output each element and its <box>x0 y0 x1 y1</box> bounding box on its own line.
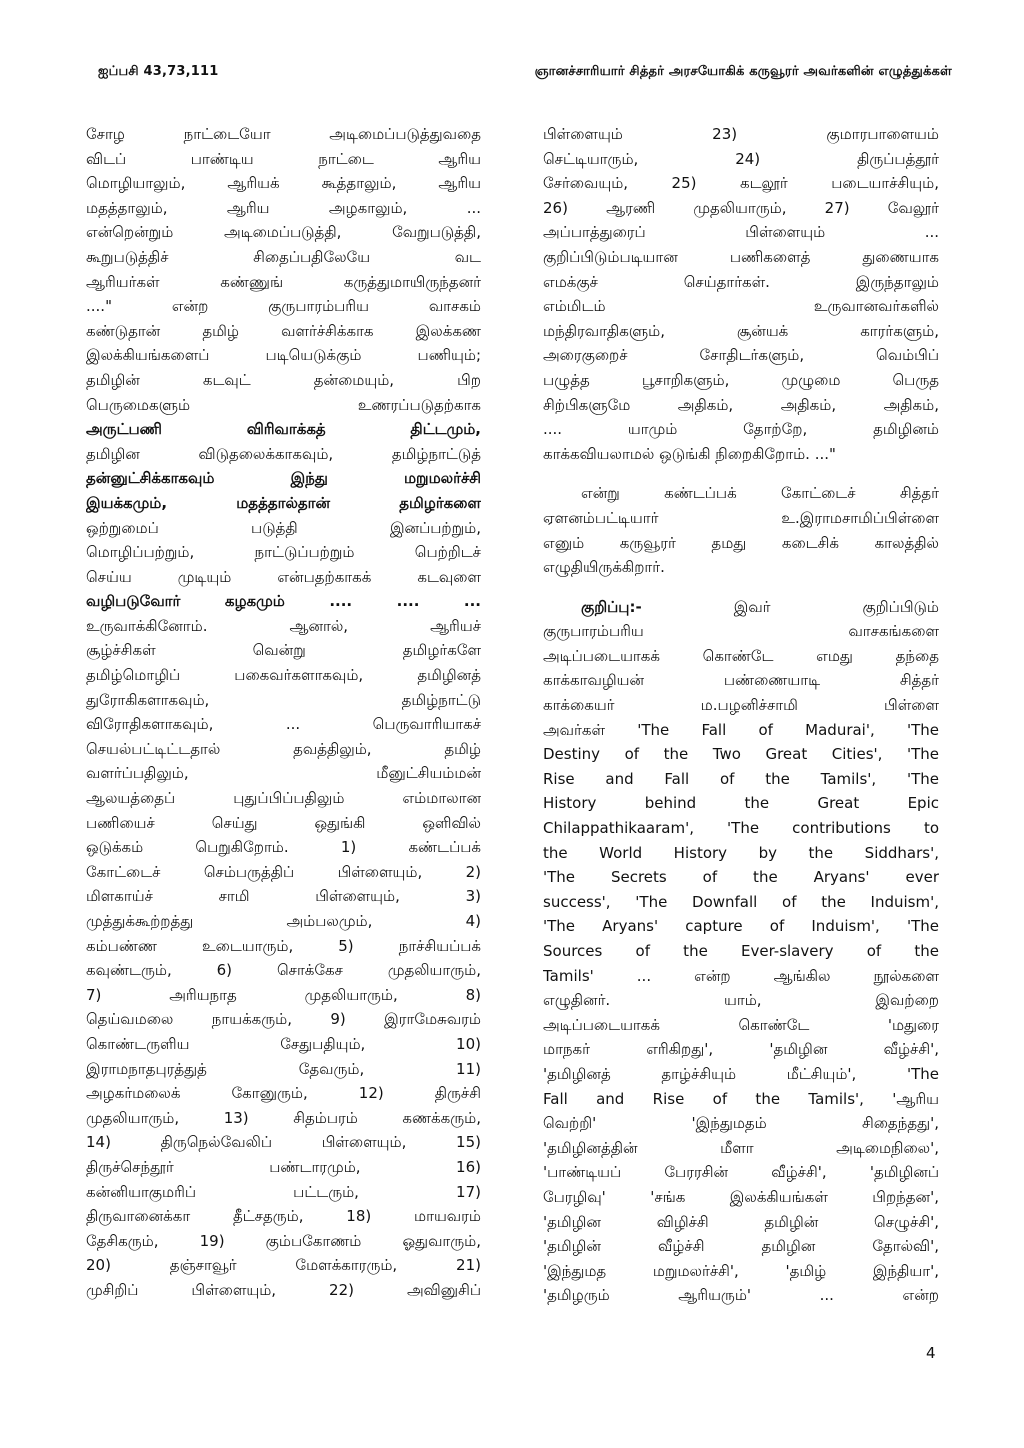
text-line: இலக்கியங்களைப் படியெடுக்கும் பணியும்; <box>86 346 481 365</box>
text-line: தமிழின விடுதலைக்காகவும், தமிழ்நாட்டுத் <box>86 444 481 463</box>
text-line: Destiny of the Two Great Cities', 'The <box>543 745 939 764</box>
page-header <box>98 64 952 80</box>
right-column <box>543 122 939 1323</box>
text-line: என்றென்றும் அடிமைப்படுத்தி, வேறுபடுத்தி, <box>86 223 481 242</box>
text-line: பணியைச் செய்து ஒதுங்கி ஒளிவில் <box>86 813 481 832</box>
text-line: ஆலயத்தைப் புதுப்பிப்பதிலும் எம்மாலான <box>86 789 481 808</box>
text-line: the World History by the Siddhars', <box>543 843 939 862</box>
right-paragraph-note <box>543 595 939 1308</box>
text-line: எழுதியிருக்கிறார். <box>543 558 665 577</box>
text-line: கம்பண்ண உடையாரும், 5) நாச்சியப்பக் <box>86 936 481 955</box>
text-line: திருச்செந்தூர் பண்டாரமும், 16) <box>86 1157 481 1176</box>
text-line: 20) தஞ்சாவூர் மேளக்காரரும், 21) <box>86 1256 481 1275</box>
text-line: வளர்ப்பதிலும், மீனுட்சியம்மன் <box>86 764 481 783</box>
note-label: குறிப்பு:- <box>581 597 642 616</box>
text-line: எம்மிடம் உருவானவர்களில் <box>543 297 939 316</box>
text-line: சோழ நாட்டையோ அடிமைப்படுத்துவதை <box>86 125 481 143</box>
text-line: அப்பாத்துரைப் பிள்ளையும் ... <box>543 223 939 242</box>
text-line: 14) திருநெல்வேலிப் பிள்ளையும், 15) <box>86 1133 481 1152</box>
text-line: 'தமிழரும் ஆரியரும்' ... என்ற <box>543 1286 939 1305</box>
text-line: 'இந்துமத மறுமலர்ச்சி', 'தமிழ் இந்தியா', <box>543 1261 939 1280</box>
text-line: அரைகுறைச் சோதிடர்களும், வெம்பிப் <box>543 346 939 365</box>
text-line: மொழிப்பற்றும், நாட்டுப்பற்றும் பெற்றிடச் <box>86 543 481 562</box>
header-date: ஐப்பசி 43,73,111 <box>98 64 219 79</box>
text-line: பேரழிவு' 'சங்க இலக்கியங்கள் பிறந்தன', <box>543 1187 939 1206</box>
text-line: சேர்வையும், 25) கடலூர் படையாச்சியும், <box>543 174 939 193</box>
text-line: 'தமிழினத்தின் மீளா அடிமைநிலை', <box>543 1138 939 1157</box>
text-line: தேசிகரும், 19) கும்பகோணம் ஓதுவாரும், <box>86 1231 481 1250</box>
text-line: 'தமிழின விழிச்சி தமிழின் செழுச்சி', <box>543 1212 939 1231</box>
text-line: அருட்பணி விரிவாக்கத் திட்டமும், <box>86 420 481 439</box>
text-line: முசிறிப் பிள்ளையும், 22) அவினுசிப் <box>86 1280 481 1299</box>
text-line: .... யாமும் தோற்றே, தமிழினம் <box>543 420 939 439</box>
left-column <box>86 122 481 1303</box>
text-line: Sources of the Ever-slavery of the <box>543 942 939 960</box>
text-line: History behind the Great Epic <box>543 794 939 813</box>
text-line: 'The Aryans' capture of Induism', 'The <box>543 917 939 936</box>
text-line: திருவானைக்கா தீட்சதரும், 18) மாயவரம் <box>86 1207 481 1226</box>
text-line: கூறுபடுத்திச் சிதைப்பதிலேயே வட <box>86 247 481 266</box>
text-line: ஆரியர்கள் கண்ணுங் கருத்துமாயிருந்தனர் <box>86 272 481 291</box>
text-line: கொண்டருளிய சேதுபதியும், 10) <box>86 1034 481 1053</box>
text-line: எமக்குச் செய்தார்கள். இருந்தாலும் <box>543 272 939 291</box>
text-line: விடப் பாண்டிய நாட்டை ஆரிய <box>86 149 481 168</box>
text-line: success', 'The Downfall of the Induism', <box>543 892 939 911</box>
text-line: Rise and Fall of the Tamils', 'The <box>543 769 939 788</box>
text-line: தன்னுட்சிக்காகவும் இந்து மறுமலர்ச்சி <box>86 469 481 488</box>
text-line: கோட்டைச் செம்பருத்திப் பிள்ளையும், 2) <box>86 862 481 881</box>
text-line: தமிழின் கடவுட் தன்மையும், பிற <box>86 370 481 389</box>
text-line: மதத்தாலும், ஆரிய அழகாலும், ... <box>86 198 481 217</box>
text-line: காக்காவழியன் பண்ணையாடி சித்தர் <box>543 671 939 690</box>
text-line: காக்கவியலாமல் ஒடுங்கி நிறைகிறோம். ..." <box>543 444 836 463</box>
text-line: Tamils' ... என்ற ஆங்கில நூல்களை <box>543 966 939 985</box>
text-line: Fall and Rise of the Tamils', 'ஆரிய <box>543 1089 939 1108</box>
text-line: மிளகாய்ச் சாமி பிள்ளையும், 3) <box>86 887 481 906</box>
text-line: அடிப்படையாகக் கொண்டே எமது தந்தை <box>543 646 939 665</box>
text-line: வெற்றி' 'இந்துமதம் சிதைந்தது', <box>543 1114 939 1133</box>
text-line: 'தமிழினத் தாழ்ச்சியும் மீட்சியும்', 'The <box>543 1064 939 1083</box>
text-line: 'பாண்டியப் பேரரசின் வீழ்ச்சி', 'தமிழினப் <box>543 1163 939 1182</box>
text-line: துரோகிகளாகவும், தமிழ்நாட்டு <box>86 690 481 709</box>
text-line: அவர்கள் 'The Fall of Madurai', 'The <box>543 720 939 739</box>
text-line: குறிப்பிடும்படியான பணிகளைத் துணையாக <box>543 247 939 266</box>
text-line: மந்திரவாதிகளும், சூன்யக் காரர்களும், <box>543 321 939 340</box>
header-title: ஞானச்சாரியார் சித்தர் அரசயோகிக் கருவூரர் அவர்களின் எழுத்துக்கள் <box>534 64 952 79</box>
text-line: ஒற்றுமைப் படுத்தி இனப்பற்றும், <box>86 518 481 537</box>
text-line: கண்டுதான் தமிழ் வளர்ச்சிக்காக இலக்கண <box>86 321 481 340</box>
text-line: விரோதிகளாகவும், ... பெருவாரியாகச் <box>86 715 481 734</box>
text-line: இயக்கமும், மதத்தால்தான் தமிழர்களை <box>86 493 481 512</box>
text-line: ஒடுக்கம் பெறுகிறோம். 1) கண்டப்பக் <box>86 838 481 857</box>
text-line: எழுதினர். யாம், இவற்றை <box>543 991 939 1010</box>
text-line: அடிப்படையாகக் கொண்டே 'மதுரை <box>543 1015 939 1034</box>
text-line: 'தமிழின் வீழ்ச்சி தமிழின தோல்வி', <box>543 1237 939 1256</box>
text-line: 7) அரியநாத முதலியாரும், 8) <box>86 985 481 1004</box>
text-line: முத்துக்கூற்றத்து அம்பலமும், 4) <box>86 912 481 930</box>
text-line: எனும் கருவூரர் தமது கடைசிக் காலத்தில் <box>543 533 939 552</box>
text-line: செட்டியாரும், 24) திருப்பத்தூர் <box>543 149 939 168</box>
text-line: 'The Secrets of the Aryans' ever <box>543 868 939 887</box>
text-line: தமிழ்மொழிப் பகைவர்களாகவும், தமிழினத் <box>86 666 481 685</box>
text-line: குறிப்பு:- இவர் குறிப்பிடும் <box>581 597 939 616</box>
right-paragraph-1 <box>543 122 939 466</box>
text-line: பழுத்த பூசாறிகளும், முழுமை பெருத <box>543 370 939 389</box>
text-line: செயல்பட்டிட்டதால் தவத்திலும், தமிழ் <box>86 739 481 758</box>
text-line: குருபாரம்பரிய வாசகங்களை <box>543 622 939 641</box>
text-line: மொழியாலும், ஆரியக் கூத்தாலும், ஆரிய <box>86 174 481 193</box>
text-line: சூழ்ச்சிகள் வென்று தமிழர்களே <box>86 641 481 660</box>
page-number: 4 <box>926 1344 936 1362</box>
text-line: என்று கண்டப்பக் கோட்டைச் சித்தர் <box>581 484 939 503</box>
text-line: 26) ஆரணி முதலியாரும், 27) வேலூர் <box>543 198 939 217</box>
text-line: செய்ய முடியும் என்பதற்காகக் கடவுளை <box>86 567 481 586</box>
text-line: பெருமைகளும் உணரப்படுதற்காக <box>86 395 481 414</box>
text-line: ஏளனம்பட்டியார் உ.இராமசாமிப்பிள்ளை <box>543 508 939 527</box>
text-line: ...." என்ற குருபாரம்பரிய வாசகம் <box>86 297 481 316</box>
text-line: காக்கையர் ம.பழனிச்சாமி பிள்ளை <box>543 696 939 715</box>
text-line: கன்னியாகுமரிப் பட்டரும், 17) <box>86 1182 481 1201</box>
text-line: முதலியாரும், 13) சிதம்பரம் கணக்கரும், <box>86 1108 481 1127</box>
text-line: தெய்வமலை நாயக்கரும், 9) இராமேசுவரம் <box>86 1010 481 1029</box>
text-line: மாநகர் எரிகிறது', 'தமிழின வீழ்ச்சி', <box>543 1040 939 1059</box>
text-line: Chilappathikaaram', 'The contributions to <box>543 819 939 838</box>
text-line: கவுண்டரும், 6) சொக்கேச முதலியாரும், <box>86 961 481 980</box>
text-line: வழிபடுவோர் கழகமும் .... .... ... <box>86 592 481 611</box>
text-line: பிள்ளையும் 23) குமாரபாளையம் <box>543 125 939 143</box>
text-line: அழகர்மலைக் கோனுரும், 12) திருச்சி <box>86 1084 481 1103</box>
text-line: உருவாக்கினோம். ஆனால், ஆரியச் <box>86 616 481 635</box>
text-line: இராமநாதபுரத்துத் தேவரும், 11) <box>86 1059 481 1078</box>
right-paragraph-2 <box>543 481 939 579</box>
text-line: சிற்பிகளுமே அதிகம், அதிகம், அதிகம், <box>543 395 939 414</box>
